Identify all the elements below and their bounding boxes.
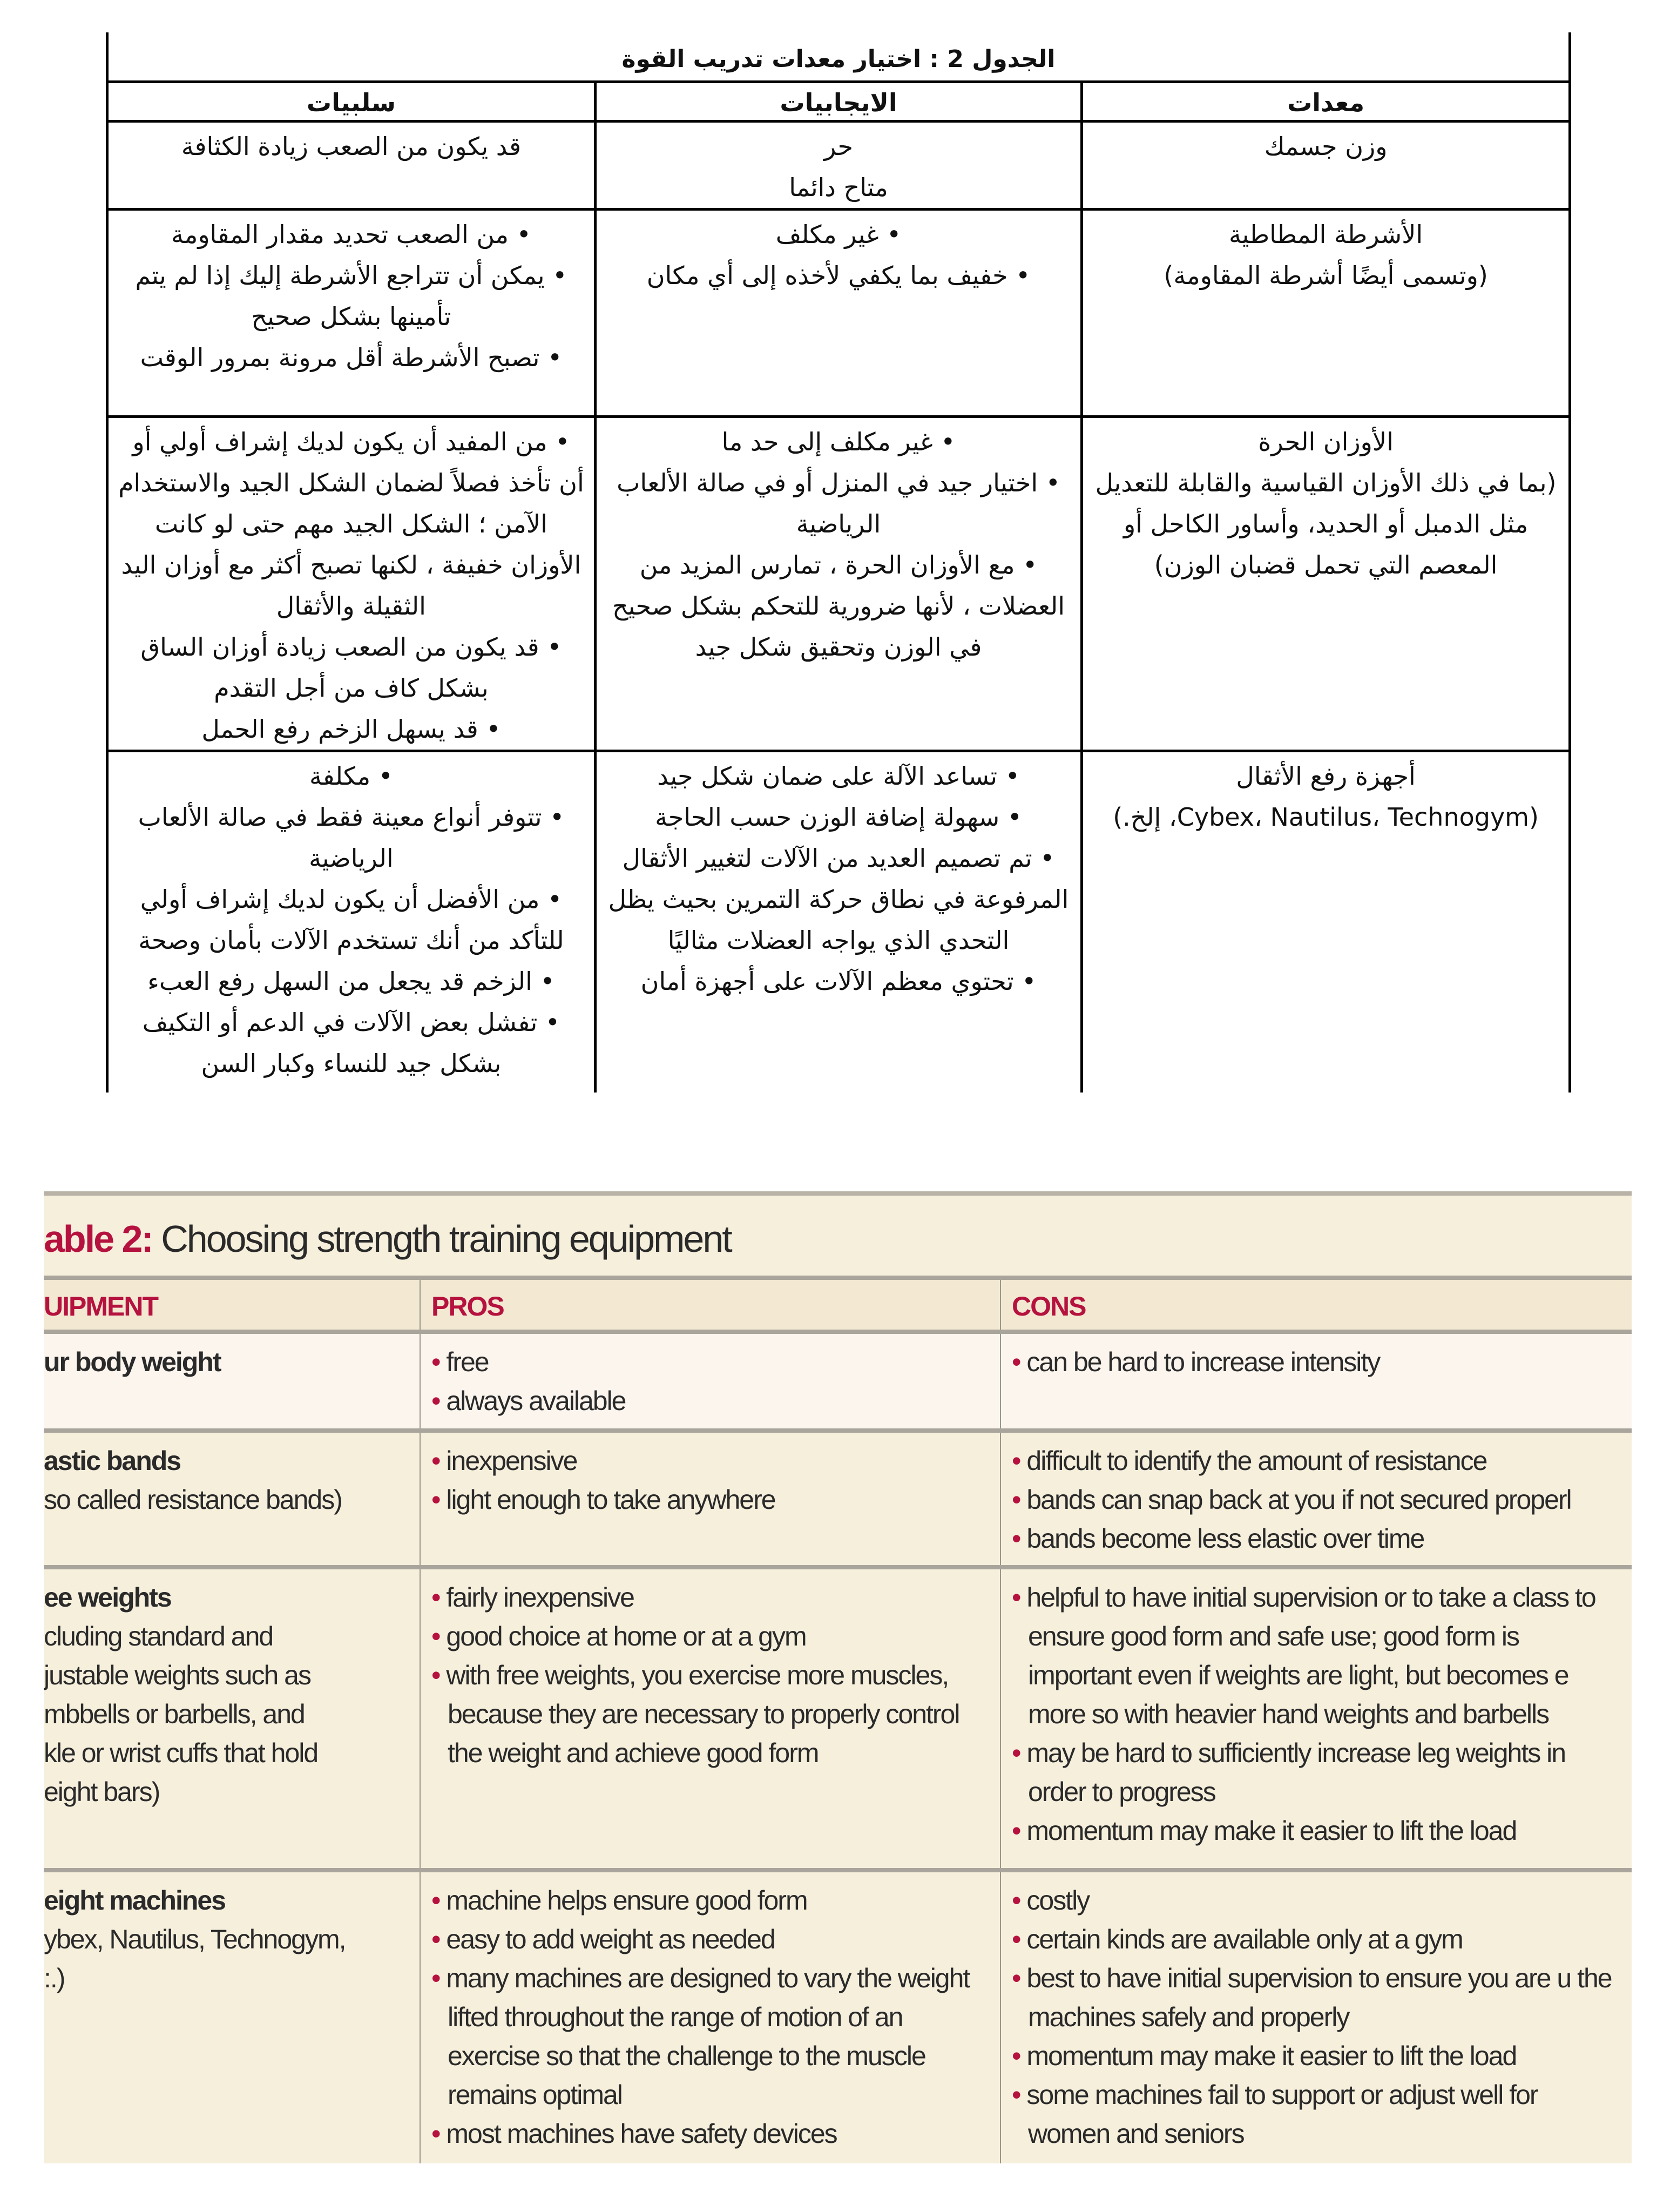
english-table [44, 1276, 1632, 2163]
table-row [44, 1870, 1632, 2163]
equipment-detail: eight bars) [44, 1777, 160, 1807]
pro-item: • with free weights, you exercise more muscles, because they are necessary to properly control the weight and achieve good form [431, 1656, 989, 1772]
cell-line: أجهزة رفع الأثقال [1236, 761, 1416, 791]
arabic-table [109, 80, 1568, 1092]
cell-cons [109, 122, 595, 210]
cell-equipment [44, 1870, 420, 2163]
table-row [44, 1431, 1632, 1567]
equipment-detail: justable weights such as [44, 1660, 310, 1690]
cell-line: • غير مكلف [775, 220, 902, 249]
cell-line: • تصبح الأشرطة أقل مرونة بمرور الوقت [140, 343, 563, 372]
cell-equipment [44, 1431, 420, 1567]
table-row [44, 1332, 1632, 1431]
pro-item: • fairly inexpensive [431, 1578, 989, 1617]
cell-equipment [1082, 751, 1568, 1093]
table-row [109, 751, 1568, 1093]
cell-line: • تساعد الآلة على ضمان شكل جيد [657, 761, 1020, 791]
equipment-detail: :.) [44, 1963, 65, 1993]
cell-line: الأشرطة المطاطية [1229, 220, 1423, 249]
cell-pros [420, 1332, 1000, 1431]
header-equipment: معدات [1082, 82, 1568, 122]
con-item: • can be hard to increase intensity [1012, 1343, 1621, 1381]
equipment-detail: kle or wrist cuffs that hold [44, 1738, 318, 1768]
cell-cons [1000, 1567, 1632, 1870]
cell-equipment [1082, 210, 1568, 417]
cell-line: الأوزان الحرة [1258, 427, 1394, 456]
cell-line: • سهولة إضافة الوزن حسب الحاجة [655, 802, 1022, 832]
con-item: • difficult to identify the amount of resistance [1012, 1441, 1621, 1480]
table-label: able 2: [44, 1218, 152, 1260]
cell-pros [420, 1567, 1000, 1870]
cell-line: • يمكن أن تتراجع الأشرطة إليك إذا لم يتم تأمينها بشكل صحيح [135, 261, 567, 331]
con-item: • helpful to have initial supervision or to take a class to ensure good form and safe use; good form is important even if weights are light, but becomes e more so with heavier hand weights and barbells [1012, 1578, 1621, 1734]
cell-line: • خفيف بما يكفي لأخذه إلى أي مكان [646, 261, 1031, 290]
cell-line: • تفشل بعض الآلات في الدعم أو التكيف بشكل جيد للنساء وكبار السن [142, 1008, 560, 1078]
cell-line: • قد يسهل الزخم رفع الحمل [201, 714, 501, 744]
header-cons: سلبيات [109, 82, 595, 122]
cell-pros [595, 210, 1081, 417]
cell-line: • غير مكلف إلى حد ما [721, 427, 956, 456]
cell-line: • من الصعب تحديد مقدار المقاومة [171, 220, 531, 249]
equipment-name: eight machines [44, 1885, 225, 1916]
table-header-row [109, 82, 1568, 122]
cell-line: حر [824, 132, 853, 161]
cell-cons [109, 417, 595, 751]
cell-line: متاح دائما [789, 173, 888, 202]
pro-item: • inexpensive [431, 1441, 989, 1480]
table-row [109, 210, 1568, 417]
pro-item: • free [431, 1343, 989, 1381]
english-table-title [44, 1191, 1632, 1276]
equipment-detail: cluding standard and [44, 1621, 273, 1651]
table-row [44, 1567, 1632, 1870]
header-pros: PROS [420, 1278, 1000, 1332]
cell-line: • اختيار جيد في المنزل أو في صالة الألعاب الرياضية [617, 468, 1060, 538]
con-item: • certain kinds are available only at a gym [1012, 1920, 1621, 1959]
table-header-row [44, 1278, 1632, 1332]
cell-cons [1000, 1870, 1632, 2163]
con-item: • momentum may make it easier to lift the load [1012, 2036, 1621, 2075]
equipment-detail: mbbells or barbells, and [44, 1699, 305, 1729]
cell-equipment [1082, 122, 1568, 210]
arabic-table-title: الجدول 2 : اختيار معدات تدريب القوة [621, 45, 1056, 73]
arabic-table-section [106, 32, 1571, 1092]
pro-item: • most machines have safety devices [431, 2114, 989, 2153]
cell-line: • تحتوي معظم الآلات على أجهزة أمان [640, 967, 1037, 996]
header-pros: الايجابيات [595, 82, 1081, 122]
cell-line: • تم تصميم العديد من الآلات لتغيير الأثقال المرفوعة في نطاق حركة التمرين بحيث يظل التحدي الذي يواجه العضلات مثاليًا [608, 844, 1069, 955]
con-item: • best to have initial supervision to ensure you are u the machines safely and properly [1012, 1959, 1621, 2036]
cell-line: • مع الأوزان الحرة ، تمارس المزيد من العضلات ، لأنها ضرورية للتحكم بشكل صحيح في الوزن وتحقيق شكل جيد [612, 550, 1065, 662]
equipment-name: ur body weight [44, 1347, 221, 1377]
cell-line: وزن جسمك [1264, 132, 1388, 161]
cell-line: • الزخم قد يجعل من السهل رفع العبء [147, 967, 555, 996]
equipment-detail: so called resistance bands) [44, 1485, 342, 1515]
cell-cons [1000, 1431, 1632, 1567]
table-row [109, 417, 1568, 751]
cell-cons [109, 751, 595, 1093]
con-item: • may be hard to sufficiently increase leg weights in order to progress [1012, 1734, 1621, 1811]
cell-equipment [1082, 417, 1568, 751]
table-row [109, 122, 1568, 210]
equipment-detail: ybex, Nautilus, Technogym, [44, 1924, 346, 1954]
cell-line: قد يكون من الصعب زيادة الكثافة [181, 132, 521, 161]
cell-pros [595, 751, 1081, 1093]
con-item: • bands can snap back at you if not secured properl [1012, 1480, 1621, 1519]
cell-line: • مكلفة [309, 761, 393, 791]
pro-item: • always available [431, 1381, 989, 1420]
cell-cons [109, 210, 595, 417]
cell-pros [595, 122, 1081, 210]
cell-equipment [44, 1332, 420, 1431]
pro-item: • machine helps ensure good form [431, 1881, 989, 1920]
header-equipment: UIPMENT [44, 1278, 420, 1332]
cell-line: • من المفيد أن يكون لديك إشراف أولي أو أن تأخذ فصلاً لضمان الشكل الجيد والاستخدام الآمن ؛ الشكل الجيد مهم حتى لو كانت الأوزان خفيفة ، لكنها تصبح أكثر مع أوزان اليد الثقيلة والأثقال [118, 427, 584, 621]
pro-item: • good choice at home or at a gym [431, 1617, 989, 1656]
con-item: • bands become less elastic over time [1012, 1519, 1621, 1558]
cell-cons [1000, 1332, 1632, 1431]
cell-line: • من الأفضل أن يكون لديك إشراف أولي للتأكد من أنك تستخدم الآلات بأمان وصحة [138, 885, 564, 955]
cell-line: • قد يكون من الصعب زيادة أوزان الساق بشكل كاف من أجل التقدم [140, 632, 562, 703]
pro-item: • many machines are designed to vary the weight lifted throughout the range of motion of an exercise so that the challenge to the muscle remains optimal [431, 1959, 989, 2114]
equipment-name: ee weights [44, 1582, 171, 1613]
cell-pros [420, 1870, 1000, 2163]
table-title-text: Choosing strength training equipment [152, 1218, 731, 1260]
cell-line: (Cybex، Nautilus، Technogym، إلخ.) [1113, 802, 1539, 832]
pro-item: • easy to add weight as needed [431, 1920, 989, 1959]
con-item: • some machines fail to support or adjust well for women and seniors [1012, 2075, 1621, 2153]
equipment-name: astic bands [44, 1446, 181, 1476]
cell-equipment [44, 1567, 420, 1870]
cell-line: • تتوفر أنواع معينة فقط في صالة الألعاب الرياضية [138, 802, 565, 873]
cell-line: (وتسمى أيضًا أشرطة المقاومة) [1164, 261, 1488, 290]
header-cons: CONS [1000, 1278, 1632, 1332]
con-item: • costly [1012, 1881, 1621, 1920]
cell-line: (بما في ذلك الأوزان القياسية والقابلة للتعديل مثل الدمبل أو الحديد، وأساور الكاحل أو المعصم التي تحمل قضبان الوزن) [1095, 468, 1557, 579]
english-table-section [44, 1191, 1632, 2163]
con-item: • momentum may make it easier to lift the load [1012, 1811, 1621, 1850]
cell-pros [420, 1431, 1000, 1567]
pro-item: • light enough to take anywhere [431, 1480, 989, 1519]
cell-pros [595, 417, 1081, 751]
